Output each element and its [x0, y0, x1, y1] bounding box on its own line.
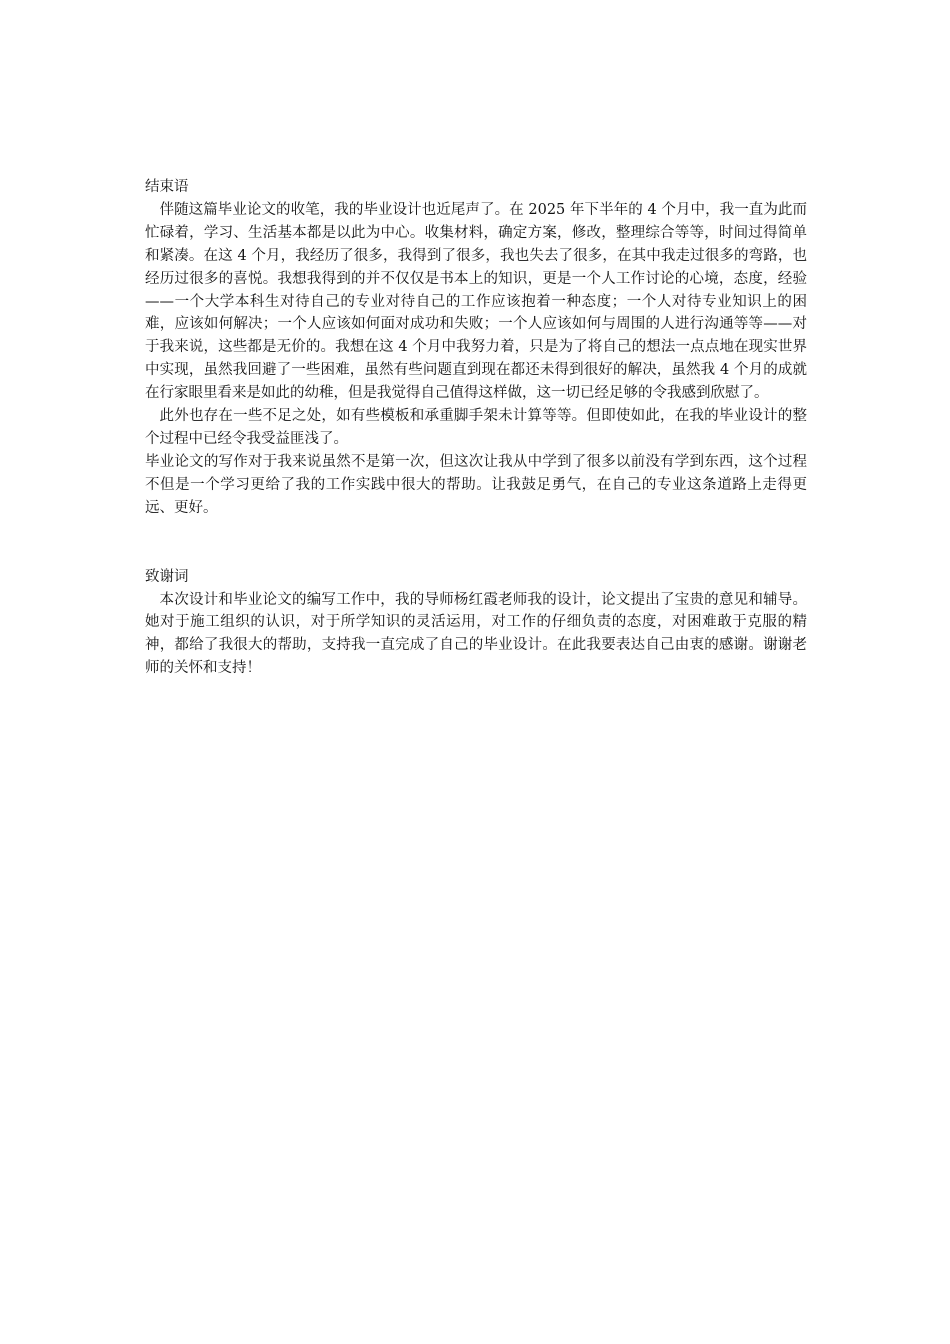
- conclusion-paragraph: 毕业论文的写作对于我来说虽然不是第一次，但这次让我从中学到了很多以前没有学到东西，这个过程不但是一个学习更给了我的工作实践中很大的帮助。让我鼓足勇气，在自己的专业这条道路上走得更远、更好。: [145, 453, 807, 516]
- conclusion-paragraph: 此外也存在一些不足之处，如有些模板和承重脚手架未计算等等。但即使如此，在我的毕业设计的整个过程中已经令我受益匪浅了。: [145, 408, 807, 447]
- conclusion-section: [145, 176, 807, 520]
- acknowledgement-title: 致谢词: [145, 568, 189, 585]
- acknowledgement-paragraph: 本次设计和毕业论文的编写工作中，我的导师杨红霞老师我的设计，论文提出了宝贵的意见和辅导。她对于施工组织的认识，对于所学知识的灵活运用，对工作的仔细负责的态度，对困难敢于克服的精神，都给了我很大的帮助，支持我一直完成了自己的毕业设计。在此我要表达自己由衷的感谢。谢谢老师的关怀和支持！: [145, 591, 807, 677]
- conclusion-paragraph: 伴随这篇毕业论文的收笔，我的毕业设计也近尾声了。在 2025 年下半年的 4 个月中，我一直为此而忙碌着，学习、生活基本都是以此为中心。收集材料，确定方案，修改，整理综合等等，时间过得简单和紧凑。在这 4 个月，我经历了很多，我得到了很多，我也失去了很多，在其中我走过很多的弯路，也经历过很多的喜悦。我想我得到的并不仅仅是书本上的知识，更是一个人工作讨论的心境，态度，经验——一个大学本科生对待自己的专业对待自己的工作应该抱着一种态度；一个人对待专业知识上的困难，应该如何解决；一个人应该如何面对成功和失败；一个人应该如何与周围的人进行沟通等等——对于我来说，这些都是无价的。我想在这 4 个月中我努力着，只是为了将自己的想法一点点地在现实世界中实现，虽然我回避了一些困难，虽然有些问题直到现在都还未得到很好的解决，虽然我 4 个月的成就在行家眼里看来是如此的幼稚，但是我觉得自己值得这样做，这一切已经足够的令我感到欣慰了。: [145, 201, 807, 402]
- conclusion-title: 结束语: [145, 179, 189, 195]
- document-page: [145, 176, 807, 680]
- section-spacer: [145, 520, 807, 566]
- acknowledgement-section: [145, 566, 807, 681]
